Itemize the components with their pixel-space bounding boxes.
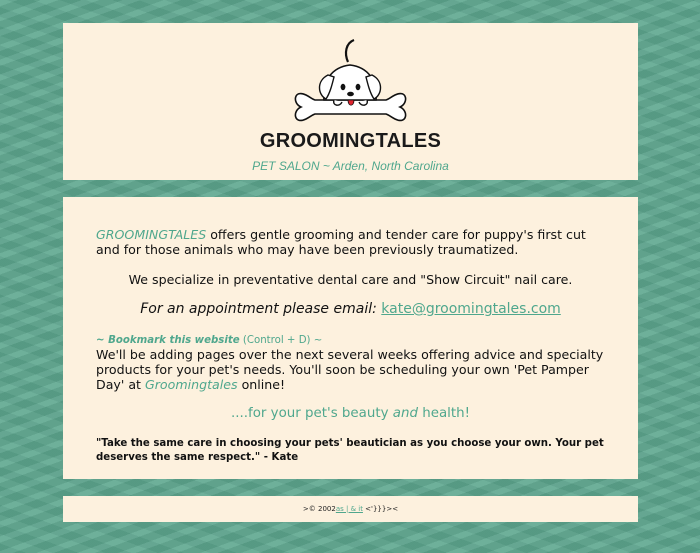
header-panel [63,23,638,180]
intro-brand: GROOMINGTALES [96,227,207,242]
updates-end: online! [237,377,286,392]
beauty-pre: ....for your pet's beauty [230,406,393,421]
bookmark-note [96,335,322,346]
beauty-tagline [63,406,638,421]
footer-copyright: >© 2002 [302,505,336,513]
site-subtitle: PET SALON ~ Arden, North Carolina [252,159,449,173]
updates-paragraph [96,347,611,392]
intro-paragraph [96,227,606,257]
email-link[interactable]: kate@groomingtales.com [381,301,561,317]
footer-link[interactable]: as | & it [335,505,363,513]
appointment-label: For an appointment please email: [140,301,377,317]
bookmark-shortcut: (Control + D) ~ [242,335,323,346]
updates-brand: Groomingtales [145,377,238,392]
dog-on-bone-icon [288,37,413,123]
customer-quote: "Take the same care in choosing your pets' beautician as you choose your own. Your pet deserves the same respect." - Kate [96,438,604,463]
updates-text: We'll be adding pages over the next several weeks offering advice and specialty products for your pet's needs. You'll soon be scheduling your own 'Pet Pamper Day' at [96,347,604,392]
beauty-and: and [392,406,418,421]
bookmark-strong: ~ Bookmark this website [96,335,240,346]
main-content-panel [63,197,638,479]
footer-panel [63,496,638,522]
beauty-post: health! [418,406,471,421]
site-title: GROOMINGTALES [259,130,442,152]
footer-suffix: <'}}}>< [362,505,399,513]
intro-text: offers gentle grooming and tender care for puppy's first cut and for those animals who may have been previously traumatized. [96,227,586,257]
appointment-line [63,301,638,317]
specialties-text: We specialize in preventative dental care and "Show Circuit" nail care. [128,272,573,287]
